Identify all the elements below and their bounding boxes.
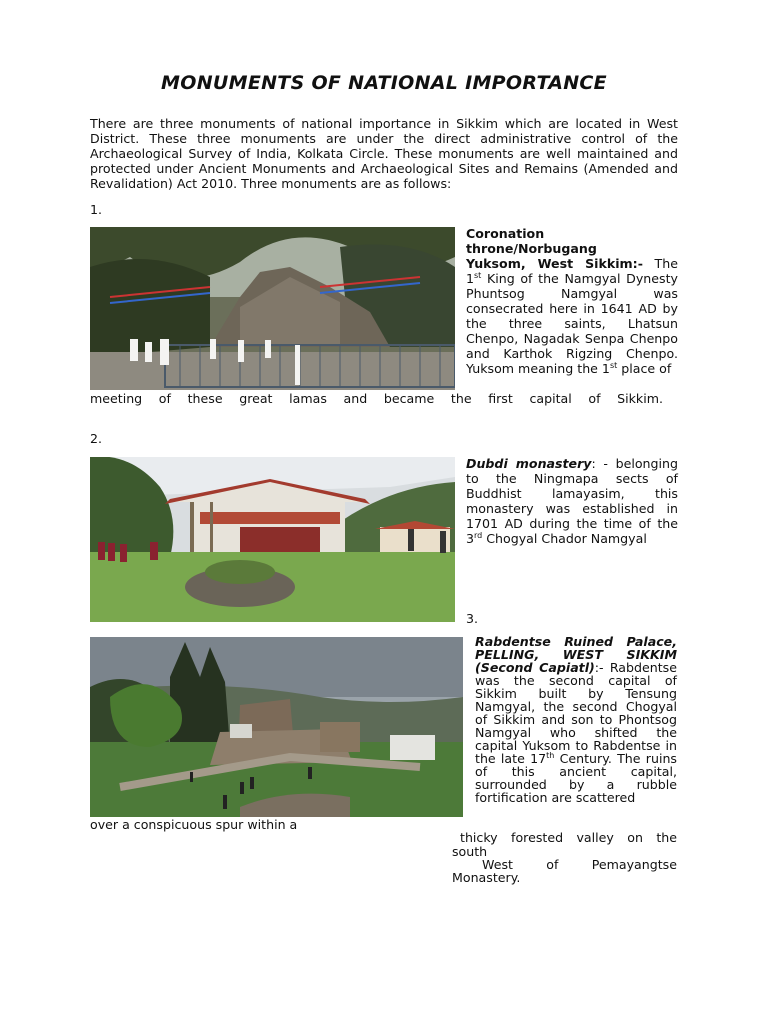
item2-text-b: Chogyal Chador Namgyal [482,531,647,546]
item1-heading-line1: Coronation [466,226,545,241]
dubdi-monastery-photo [90,457,455,622]
item3-tail-line1: over a conspicuous spur within a [90,817,298,832]
item1-side-text [466,226,678,376]
intro-paragraph: There are three monuments of national importance in Sikkim which are located in West District. These three monuments are under the direct administrative control of the Archaeological Survey of India, Kolkata Circle. These monuments are well maintained and protected under Ancient Monuments and Archaeological Sites and Remains (Amended and Revalidation) Act 2010. Three monuments are as follows: [90,116,678,191]
item1-sup-1: st [474,270,482,280]
item3-text-b: Century. The ruins of this ancient capital, surrounded by a rubble fortification are scattered [475,751,677,805]
page-title: MONUMENTS OF NATIONAL IMPORTANCE [161,72,607,94]
item2-heading: Dubdi monastery [466,456,592,471]
item3-heading: Rabdentse Ruined Palace, PELLING, WEST SIKKIM (Second Capiatl) [475,634,677,675]
item3-text-a: :- Rabdentse was the second capital of Sikkim built by Tensung Namgyal, the second Chogyal of Sikkim and son to Phontsog Namgyal who shifted the capital Yuksom to Rabdentse in the late 17 [475,660,677,766]
item3-tail-line2: thicky forested valley on the [460,830,677,845]
item3-side-text [475,635,677,804]
item1-heading-line3: Yuksom, West Sikkim:- [466,256,643,271]
item1-text-a: 1 [466,271,475,286]
item1-text-c: place of [617,361,672,376]
item-number-2: 2. [90,431,103,446]
item1-text-start: The [642,256,678,271]
rabdentse-palace-photo [90,637,463,817]
item1-text-b: King of the Namgyal Dynesty Phuntsog Namgyal was consecrated here in 1641 AD by the three saints, Lhatsun Chenpo, Nagadak Senpa Chenpo and Karthok Rigzing Chenpo. Yuksom meaning the 1 [466,271,678,376]
item-number-3: 3. [466,611,479,626]
item1-tail-text: meeting of these great lamas and became the first capital of Sikkim. [90,391,663,406]
item2-text-a: : - belonging to the Ningmapa sects of Buddhist lamayasim, this monastery was established in 1701 AD during the time of the 3 [466,456,678,546]
item3-sup: th [546,750,555,760]
coronation-throne-photo [90,227,455,390]
item3-tail-line3: south [452,844,488,859]
item3-tail-line4: West of Pemayangtse [482,857,677,872]
item1-heading-line2: throne/Norbugang [466,241,597,256]
item2-sup: rd [474,530,483,540]
item2-side-text [466,456,678,546]
item1-sup-2: st [609,360,618,370]
item3-tail-line5: Monastery. [452,870,521,885]
item-number-1: 1. [90,202,103,217]
